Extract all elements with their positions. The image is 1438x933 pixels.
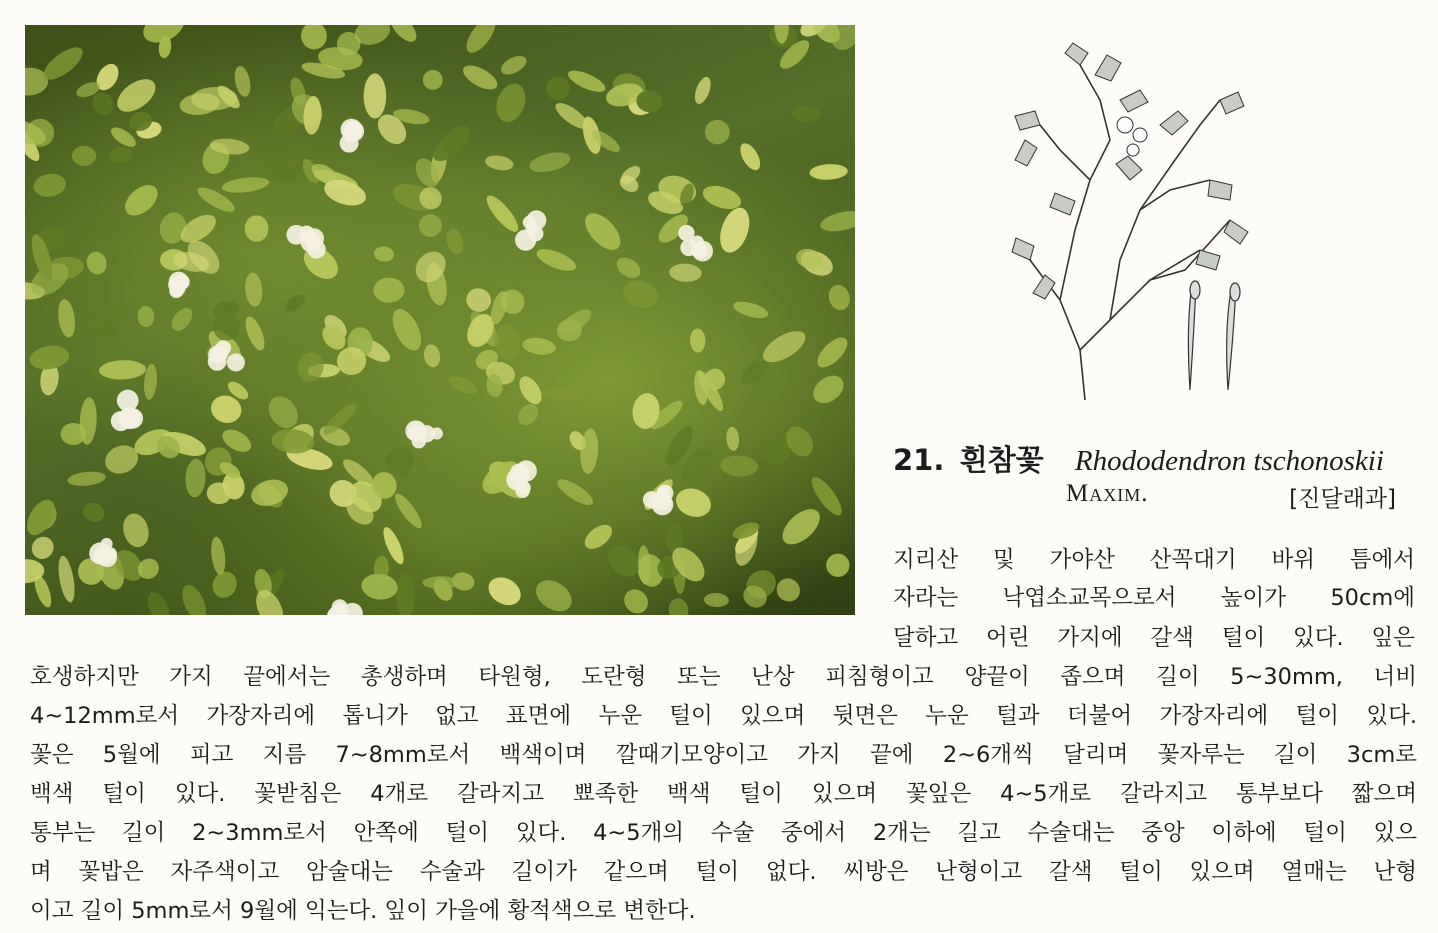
leaf (108, 146, 132, 164)
leaf (579, 207, 627, 256)
leaf (391, 490, 426, 531)
korean-name: 흰참꽃 (959, 443, 1044, 477)
flower-petal (653, 492, 671, 510)
plant-photo (25, 25, 855, 615)
leaf (808, 370, 849, 409)
flower-petal (332, 599, 348, 615)
leaf (498, 52, 529, 78)
flower-petal (528, 226, 543, 241)
leaf (719, 454, 758, 477)
family-name: [진달래과] (1289, 486, 1396, 512)
leaf (168, 304, 197, 335)
flower-petal (692, 244, 707, 259)
entry-number: 21. (893, 443, 945, 477)
leaf (56, 555, 78, 604)
leaf (248, 475, 291, 510)
leaf (482, 191, 523, 236)
description-line: 지리산 및 가야산 산꼭대기 바위 틈에서 (893, 547, 1415, 573)
leaf (565, 66, 608, 96)
flower-petal (307, 240, 326, 259)
leaf (373, 245, 395, 262)
leaf (463, 285, 495, 316)
flower-petal (216, 340, 231, 355)
leaf (530, 574, 577, 615)
photo-foliage (25, 25, 855, 615)
leaf (737, 356, 772, 389)
leaf (521, 336, 557, 357)
leaf (715, 204, 755, 257)
leaf (613, 253, 644, 282)
leaf (542, 72, 574, 104)
leaf (776, 502, 826, 551)
leaf (772, 574, 805, 607)
leaf (415, 210, 447, 242)
line-drawing (1000, 30, 1260, 405)
description-line: 달하고 어린 가지에 갈색 털이 있다. 잎은 (893, 625, 1415, 651)
leaf (554, 475, 597, 510)
leaf (818, 208, 855, 235)
leaf (177, 581, 210, 615)
leaf (725, 426, 740, 451)
leaf (692, 75, 714, 106)
leaf (387, 305, 427, 355)
leaf (514, 400, 542, 429)
leaf (295, 350, 327, 385)
flower-petal (101, 538, 113, 550)
description-line: 호생하지만 가지 끝에서는 총생하며 타원형, 도란형 또는 난상 피침형이고 양끝이 좁으며 길이 5~30mm, 너비 (30, 664, 1417, 690)
leaf (826, 282, 853, 312)
leaf (542, 387, 585, 400)
leaf (446, 372, 480, 397)
leaf (461, 25, 501, 57)
leaf (483, 572, 525, 611)
leaf (669, 263, 703, 283)
leaf (232, 65, 253, 99)
leaf (534, 245, 579, 276)
leaf (667, 597, 691, 615)
leaf (221, 175, 270, 195)
leaf (491, 79, 530, 126)
leaf (703, 118, 732, 147)
leaf (422, 69, 444, 91)
leaf (208, 568, 240, 602)
leaf (242, 314, 269, 353)
leaf (120, 511, 153, 550)
scientific-name: Rhododendron tschonoskii (1074, 445, 1384, 477)
leaf (459, 61, 501, 95)
flower-petal (405, 420, 426, 441)
flower-petal (431, 427, 443, 439)
leaf (282, 292, 308, 315)
flower-petal (516, 460, 537, 481)
entry-heading (893, 438, 1384, 479)
author-family-line (1066, 480, 1396, 512)
leaf (32, 171, 68, 199)
leaf (422, 343, 442, 369)
leaf (111, 73, 161, 119)
description-line: 통부는 길이 2~3mm로서 안쪽에 털이 있다. 4~5개의 수술 중에서 2개는 길고 수술대는 중앙 이하에 털이 있으 (30, 820, 1417, 846)
leaf (822, 549, 854, 581)
flower-petal (678, 225, 694, 241)
description-line: 꽃은 5월에 피고 지름 7~8mm로서 백색이며 깔때기모양이고 가지 끝에 2~6개씩 달리며 꽃자루는 길이 3cm로 (30, 742, 1417, 768)
leaf (396, 573, 415, 615)
flower-petal (122, 411, 139, 428)
leaf (672, 484, 715, 522)
botanical-illustration (1000, 30, 1260, 405)
leaf (736, 140, 764, 173)
leaf (812, 332, 852, 372)
leaf (704, 592, 730, 607)
leaf (84, 249, 109, 276)
leaf (619, 276, 661, 313)
leaf (119, 179, 163, 222)
leaf (209, 536, 227, 576)
leaf (80, 500, 107, 525)
description-line: 자라는 낙엽소교목으로서 높이가 50cm에 (893, 585, 1415, 611)
leaf (422, 576, 460, 589)
leaf (758, 325, 810, 369)
leaf (619, 584, 653, 615)
leaf (184, 458, 206, 498)
leaf (72, 145, 97, 166)
description-line: 백색 털이 있다. 꽃받침은 4개로 갈라지고 뾰족한 백색 털이 있으며 꽃잎은 4~5개로 갈라지고 통부보다 짧으며 (30, 781, 1417, 807)
leaf (444, 227, 466, 256)
leaf (28, 343, 71, 372)
leaf (580, 520, 616, 554)
leaf (386, 25, 421, 46)
leaf (731, 298, 770, 321)
description-line: 4~12mm로서 가장자리에 톱니가 없고 표면에 누운 털이 있으며 뒷면은 누운 털과 더불어 가장자리에 털이 있다. (30, 703, 1417, 729)
leaf (484, 153, 515, 172)
leaf (244, 215, 268, 242)
leaf (373, 277, 405, 303)
leaf (143, 589, 174, 615)
leaf (27, 532, 58, 563)
leaf (515, 373, 546, 409)
leaf (364, 73, 387, 118)
leaf (56, 298, 77, 339)
flower-petal (227, 353, 245, 371)
description-line: 이고 길이 5mm로서 9월에 익는다. 잎이 가을에 황적색으로 변한다. (30, 898, 696, 924)
flower-petal (341, 119, 363, 141)
description-line: 며 꽃밥은 자주색이고 암술대는 수술과 길이가 같으며 털이 없다. 씨방은 난형이고 갈색 털이 있으며 열매는 난형 (30, 859, 1417, 885)
leaf (792, 106, 821, 122)
flower-petal (169, 280, 185, 296)
leaf (527, 149, 572, 176)
leaf (137, 305, 154, 327)
author-citation: Maxim. (1066, 480, 1149, 507)
leaf (300, 25, 328, 50)
leaf (360, 572, 399, 601)
leaf (690, 328, 706, 353)
leaf (809, 163, 848, 181)
leaf (244, 272, 264, 307)
leaf (67, 470, 107, 488)
